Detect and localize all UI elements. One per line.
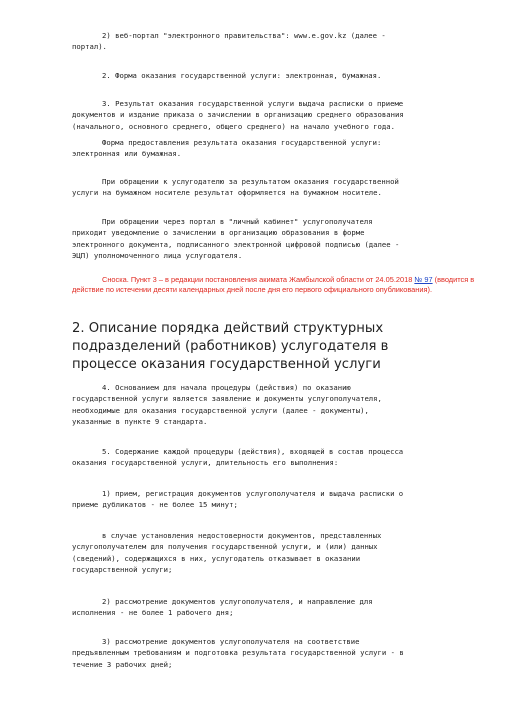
paragraph-portal: 2) веб-портал "электронного правительства": www.e.gov.kz (далее - портал). [72,31,386,52]
paragraph-content: 5. Содержание каждой процедуры (действия), входящей в состав процесса оказания государственной услуги, длительность его выполнения: [72,447,404,468]
paragraph-form: 2. Форма оказания государственной услуги: электронная, бумажная. [102,71,382,80]
decree-link[interactable]: № 97 [414,275,433,284]
section-heading: 2. Описание порядка действий структурных подразделений (работников) услугодателя в процессе оказания государственной услуги [72,321,389,372]
paragraph-result-form: Форма предоставления результата оказания государственной услуги: электронная или бумажная. [72,138,382,159]
paragraph-result: 3. Результат оказания государственной услуги выдача расписки о приеме документов и издание приказа о зачислении в организацию среднего образования (начального, основного среднего, общего среднего) на начало учебного года. [72,99,404,131]
footnote: Сноска. Пункт 3 – в редакции постановления акимата Жамбылской области от 24.05.2018 № 97 (вводится в действие по истечении десяти календарных дней после дня его первого официального опубликования). [72,275,475,295]
paragraph-step-1: 1) прием, регистрация документов услугополучателя и выдача расписки о приеме дубликатов - не более 15 минут; [72,489,404,510]
paragraph-step-2: 2) рассмотрение документов услугополучателя, и направление для исполнения - не более 1 рабочего дня; [72,597,373,618]
paragraph-step-3: 3) рассмотрение документов услугополучателя на соответствие предъявленным требованиям и подготовка результата государственной услуги - в течение 3 рабочих дней; [72,637,404,669]
paragraph-paper: При обращении к услугодателю за результатом оказания государственной услуги на бумажном носителе результат оформляется на бумажном носителе. [72,177,399,198]
paragraph-refusal: в случае установления недостоверности документов, представленных услугополучателем для получения государственной услуги, и (или) данных (сведений), содержащихся в них, услугодатель отказывает в оказании государственной услуги; [72,531,382,575]
paragraph-basis: 4. Основанием для начала процедуры (действия) по оказанию государственной услуги является заявление и документы услугополучателя, необходимые для оказания государственной услуги (далее - документы), указанные в пункте 9 стандарта. [72,383,382,427]
paragraph-cabinet: При обращении через портал в "личный кабинет" услугополучателя приходит уведомление о зачислении в организацию образования в форме электронного документа, подписанного электронной цифровой подписью (далее - ЭЦП) уполномоченного лица услугодателя. [72,217,400,261]
